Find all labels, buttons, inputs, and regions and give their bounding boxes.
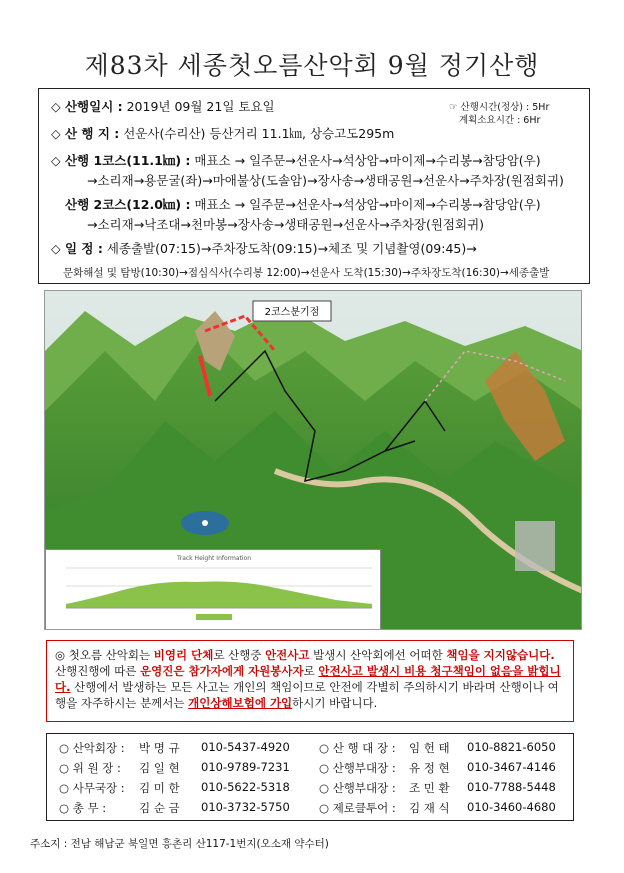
contact-name: 김 재 식 — [409, 801, 450, 815]
contact-name: 유 정 현 — [409, 761, 450, 775]
notice-emphasis: 개인상해보험에 가입 — [188, 696, 293, 710]
page-title: 제83차 세종첫오름산악회 9월 정기산행 — [84, 51, 540, 80]
notice-text: 로 — [303, 664, 319, 678]
contact-phone: 010-3467-4146 — [467, 760, 556, 774]
contact-name: 김 일 현 — [139, 761, 180, 775]
notice-emphasis: 안전사고 — [265, 648, 310, 662]
time-note — [449, 101, 549, 127]
contact-role: ○ 총 무 : — [59, 801, 107, 815]
contact-role: ○ 위 원 장 : — [59, 761, 121, 775]
notice-text: 산행에서 발생하는 모든 사고는 개인의 책임이므로 안전에 각별히 주의하시기 바라며 산행이나 여행을 자주하시는 분께서는 — [55, 680, 559, 710]
contact-role: ○ 제로클투어 : — [319, 801, 396, 815]
place-label: ◇ 산 행 지 : — [51, 126, 120, 141]
contact-phone: 010-7788-5448 — [467, 780, 556, 794]
contact-phone: 010-9789-7231 — [201, 760, 290, 774]
notice-text: 하시기 바랍니다. — [292, 696, 378, 710]
callout-2course — [253, 301, 331, 321]
contact-name: 김 미 한 — [139, 781, 180, 795]
contact-phone: 010-3460-4680 — [467, 800, 556, 814]
contact-phone: 010-3732-5750 — [201, 800, 290, 814]
course2-row — [65, 195, 541, 213]
trail-map — [44, 290, 582, 630]
date-value: 2019년 09월 21일 토요일 — [126, 99, 275, 114]
contact-role: ○ 산행부대장 : — [319, 781, 396, 795]
course2-line2: →소리재→낙조대→천마봉→장사송→생태공원→선운사→주차장(원점회귀) — [87, 217, 485, 232]
contact-role: ○ 산 행 대 장 : — [319, 741, 396, 755]
place-row — [51, 124, 394, 142]
contact-role: ○ 사무국장 : — [59, 781, 125, 795]
schedule-row — [51, 239, 477, 257]
time-note-line: 계획소요시간 : 6Hr — [459, 115, 541, 126]
notice-emphasis: 안전사고 발생시 비용 청구책임이 없음을 밝힙니다. — [55, 664, 561, 694]
date-label: ◇ 산행일시 : — [51, 99, 123, 114]
course1-line1: 매표소 → 일주문→선운사→석상암→마이제→수리봉→참당암(우) — [194, 153, 541, 168]
contact-list — [46, 733, 574, 821]
notice-text: ◎ 첫오름 산악회는 — [55, 648, 154, 662]
notice-emphasis: 책임을 지지않습니다. — [446, 648, 555, 662]
contact-name: 임 헌 태 — [409, 741, 450, 755]
contact-phone: 010-5622-5318 — [201, 780, 290, 794]
course1-label: ◇ 산행 1코스(11.1㎞) : — [51, 153, 191, 168]
course1-line2: →소리재→용문굴(좌)→마애불상(도솔암)→장사송→생태공원→선운사→주차장(원점회귀) — [87, 173, 564, 188]
contact-name: 박 명 규 — [139, 741, 180, 755]
contact-role: ○ 산악회장 : — [59, 741, 125, 755]
time-note-line: ☞ 산행시간(정상) : 5Hr — [449, 102, 550, 113]
address-text: 주소지 : 전남 해남군 북일면 흥촌리 산117-1번지(오소재 약수터) — [30, 838, 329, 850]
notice-text: 산행진행에 따른 — [55, 664, 141, 678]
trip-info-box — [38, 88, 590, 284]
schedule-line2: 문화해설 및 탐방(10:30)→점심식사(수리봉 12:00)→선운사 도착(15:30)→주차장도착(16:30)→세종출발 — [63, 267, 550, 279]
contact-name: 김 순 금 — [139, 801, 180, 815]
notice-text: 발생시 산악회에선 어떠한 — [309, 648, 447, 662]
place-value: 선운사(수리산) 등산거리 11.1㎞, 상승고도295m — [123, 126, 395, 141]
notice-emphasis: 운영진은 참가자에게 자원봉사자 — [140, 664, 304, 678]
callout-text: 2코스분기점 — [264, 307, 320, 318]
track-height-chart — [45, 549, 381, 630]
notice-emphasis: 비영리 단체 — [153, 648, 214, 662]
contact-name: 조 민 환 — [409, 781, 450, 795]
contact-phone: 010-8821-6050 — [467, 740, 556, 754]
contact-phone: 010-5437-4920 — [201, 740, 290, 754]
course2-line1: 매표소 → 일주문→선운사→석상암→마이제→수리봉→참당암(우) — [194, 197, 541, 212]
date-row — [51, 97, 275, 115]
schedule-label: ◇ 일 정 : — [51, 241, 103, 256]
course1-row — [51, 151, 541, 169]
course2-label: 산행 2코스(12.0㎞) : — [65, 197, 191, 212]
contact-role: ○ 산행부대장 : — [319, 761, 396, 775]
schedule-line1: 세종출발(07:15)→주차장도착(09:15)→체조 및 기념촬영(09:45)→ — [106, 241, 477, 256]
disclaimer-notice — [46, 640, 574, 722]
height-chart-title: Track Height Information — [176, 555, 252, 562]
notice-text: 로 산행중 — [213, 648, 266, 662]
